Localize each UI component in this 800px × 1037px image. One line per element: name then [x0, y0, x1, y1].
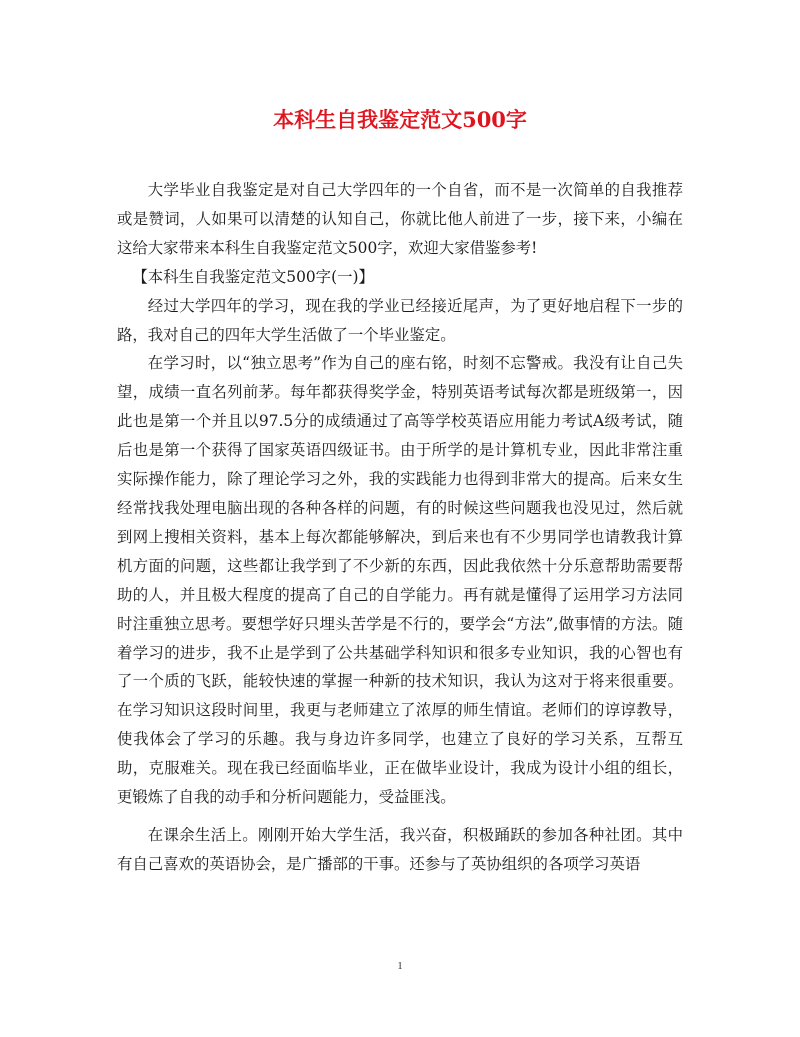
- body-paragraph: 在学习时，以“独立思考”作为自己的座右铭，时刻不忘警戒。我没有让自己失望，成绩一直名列前茅。每年都获得奖学金，特别英语考试每次都是班级第一，因此也是第一个并且以97.5分的成绩通过了高等学校英语应用能力考试A级考试，随后也是第一个获得了国家英语四级证书。由于所学的是计算机专业，因此非常注重实际操作能力，除了理论学习之外，我的实践能力也得到非常大的提高。后来女生经常找我处理电脑出现的各种各样的问题，有的时候这些问题我也没见过，然后就到网上搜相关资料，基本上每次都能够解决，到后来也有不少男同学也请教我计算机方面的问题，这些都让我学到了不少新的东西，因此我依然十分乐意帮助需要帮助的人，并且极大程度的提高了自己的自学能力。再有就是懂得了运用学习方法同时注重独立思考。要想学好只埋头苦学是不行的，要学会“方法”,做事情的方法。随着学习的进步，我不止是学到了公共基础学科知识和很多专业知识，我的心智也有了一个质的飞跃，能较快速的掌握一种新的技术知识，我认为这对于将来很重要。在学习知识这段时间里，我更与老师建立了浓厚的师生情谊。老师们的谆谆教导，使我体会了学习的乐趣。我与身边许多同学，也建立了良好的学习关系，互帮互助，克服难关。现在我已经面临毕业，正在做毕业设计，我成为设计小组的组长，更锻炼了自我的动手和分析问题能力，受益匪浅。: [117, 354, 683, 807]
- section-heading: 【本科生自我鉴定范文500字(一)】: [132, 267, 374, 286]
- page-number: 1: [397, 960, 403, 972]
- body-paragraph: 经过大学四年的学习，现在我的学业已经接近尾声，为了更好地启程下一步的路，我对自己的四年大学生活做了一个毕业鉴定。: [117, 296, 683, 344]
- document-body: [117, 176, 683, 879]
- body-paragraph: 在课余生活上。刚刚开始大学生活，我兴奋，积极踊跃的参加各种社团。其中有自己喜欢的英语协会，是广播部的干事。还参与了英协组织的各项学习英语: [117, 825, 683, 873]
- document-title: 本科生自我鉴定范文500字: [273, 107, 527, 132]
- intro-paragraph: 大学毕业自我鉴定是对自己大学四年的一个自省，而不是一次简单的自我推荐或是赞词，人如果可以清楚的认知自己，你就比他人前进了一步，接下来，小编在这给大家带来本科生自我鉴定范文500字，欢迎大家借鉴参考!: [117, 181, 683, 257]
